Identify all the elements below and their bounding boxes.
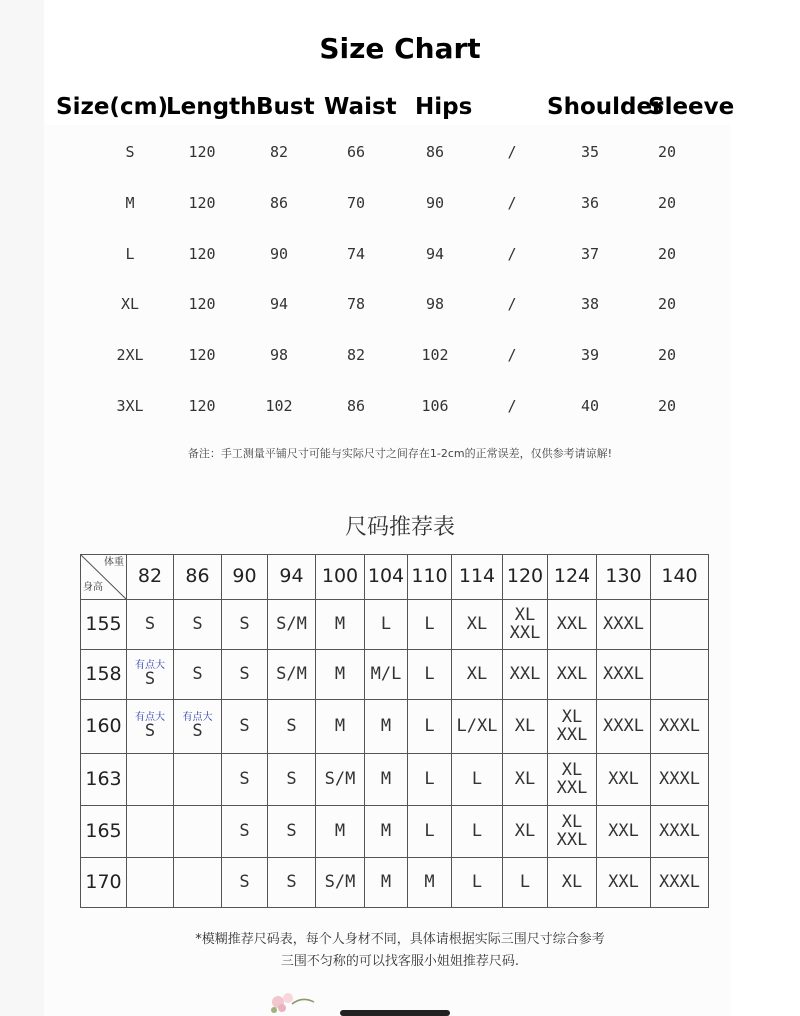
recommend-cell <box>597 858 651 908</box>
recommend-cell <box>503 600 548 650</box>
recommend-cell <box>452 700 503 754</box>
recommend-cell <box>222 650 268 700</box>
recommend-size-text: L <box>424 613 435 634</box>
size-cell: 94 <box>425 245 445 263</box>
height-cell: 163 <box>81 754 127 806</box>
size-cell: XL <box>120 295 140 313</box>
recommend-cell <box>452 806 503 858</box>
recommend-size-text: S <box>239 820 250 841</box>
size-cell: 20 <box>657 194 677 212</box>
weight-header-cell: 140 <box>651 555 709 600</box>
recommend-cell <box>365 806 408 858</box>
recommend-cell <box>316 754 365 806</box>
recommend-cell <box>127 754 174 806</box>
recommend-cell <box>452 754 503 806</box>
size-cell: 102 <box>421 346 449 364</box>
recommend-cell <box>127 650 174 700</box>
size-cell: 38 <box>580 295 600 313</box>
recommend-cell <box>174 806 222 858</box>
recommend-cell <box>597 600 651 650</box>
header-shoulder: Shoulder <box>547 94 664 120</box>
size-cell: 2XL <box>116 346 144 364</box>
recommend-size-text: S <box>144 668 156 689</box>
recommend-size-text: M <box>424 871 435 892</box>
recommend-size-text: L <box>424 820 435 841</box>
recommend-row <box>81 806 709 858</box>
recommend-cell <box>268 600 316 650</box>
size-cell: M <box>125 194 135 212</box>
recommend-size-text: S <box>286 820 297 841</box>
recommend-size-text: M <box>380 820 392 841</box>
recommend-cell <box>503 806 548 858</box>
recommend-size-text: M <box>334 663 346 684</box>
recommend-size-text: M <box>334 613 346 634</box>
recommend-cell <box>268 700 316 754</box>
recommend-table-title: 尺码推荐表 <box>344 515 455 540</box>
measurement-note: 备注：手工测量平铺尺寸可能与实际尺寸之间存在1-2cm的正常误差，仅供参考请谅解! <box>187 447 613 460</box>
size-cell: 86 <box>425 143 445 161</box>
height-label: 身高 <box>83 581 103 593</box>
recommend-cell <box>316 858 365 908</box>
recommend-cell <box>503 700 548 754</box>
recommend-size-text: XL <box>561 706 583 727</box>
recommend-size-text: XXL <box>509 622 541 643</box>
weight-label: 体重 <box>104 557 124 568</box>
recommend-cell <box>597 650 651 700</box>
recommend-cell <box>222 700 268 754</box>
recommend-size-text: S/M <box>324 871 356 892</box>
weight-header-cell: 82 <box>127 555 174 600</box>
recommend-size-text: XXL <box>556 829 588 850</box>
recommend-row <box>81 650 709 700</box>
recommend-cell <box>222 600 268 650</box>
recommend-size-text: S <box>192 613 203 634</box>
size-cell: 20 <box>657 397 677 415</box>
size-cell: 20 <box>657 295 677 313</box>
recommend-size-text: S <box>144 720 156 741</box>
recommend-size-text: S <box>239 715 250 736</box>
header-size: Size(cm) <box>56 94 169 120</box>
size-cell: 120 <box>188 245 216 263</box>
header-waist: Waist <box>324 94 397 120</box>
size-cell: 86 <box>346 397 366 415</box>
size-cell: L <box>125 245 135 263</box>
slightly-large-note: 有点大 <box>182 711 213 723</box>
recommend-size-text: XXXL <box>659 871 700 892</box>
recommend-cell <box>651 754 709 806</box>
recommend-size-text: XXL <box>556 777 588 798</box>
recommend-row <box>81 754 709 806</box>
recommend-cell <box>316 600 365 650</box>
size-cell: / <box>507 194 517 212</box>
header-bust: Bust <box>256 94 315 120</box>
recommend-cell <box>548 600 597 650</box>
size-cell: 120 <box>188 194 216 212</box>
recommend-cell <box>548 754 597 806</box>
weight-header-cell: 100 <box>316 555 365 600</box>
recommend-size-text: S/M <box>324 768 356 789</box>
recommend-size-text: S <box>239 768 250 789</box>
weight-header-cell: 120 <box>503 555 548 600</box>
header-sleeve: Sleeve <box>648 94 735 120</box>
recommend-size-text: XXXL <box>603 715 644 736</box>
recommend-cell <box>222 858 268 908</box>
size-cell: 20 <box>657 143 677 161</box>
recommend-size-text: S <box>192 663 203 684</box>
size-cell: 120 <box>188 346 216 364</box>
recommend-size-text: XXL <box>556 613 588 634</box>
weight-header-cell: 86 <box>174 555 222 600</box>
recommend-size-text: S <box>239 613 250 634</box>
recommend-cell <box>651 858 709 908</box>
size-cell: 39 <box>580 346 600 364</box>
size-cell: 37 <box>580 245 600 263</box>
recommend-size-text: XXXL <box>603 613 644 634</box>
recommend-cell <box>268 650 316 700</box>
recommend-size-text: L <box>424 715 435 736</box>
size-cell: 98 <box>269 346 289 364</box>
size-cell: 120 <box>188 397 216 415</box>
recommend-cell <box>174 858 222 908</box>
height-cell: 170 <box>81 858 127 908</box>
recommend-cell <box>127 806 174 858</box>
size-row <box>0 397 800 421</box>
recommend-size-text: XL <box>466 613 488 634</box>
recommend-cell <box>548 858 597 908</box>
size-row <box>0 295 800 319</box>
recommend-cell <box>222 754 268 806</box>
recommend-cell <box>268 806 316 858</box>
recommend-size-text: S/M <box>276 613 307 634</box>
size-row <box>0 245 800 269</box>
recommend-cell <box>452 650 503 700</box>
weight-header-cell: 94 <box>268 555 316 600</box>
size-cell: 20 <box>657 245 677 263</box>
recommend-cell <box>452 600 503 650</box>
recommend-size-text: S <box>286 871 297 892</box>
recommend-cell <box>127 858 174 908</box>
recommend-note-line-1: *模糊推荐尺码表，每个人身材不同，具体请根据实际三围尺寸综合参考 <box>195 932 605 947</box>
recommend-size-text: S <box>286 768 297 789</box>
recommend-size-text: L <box>519 871 531 892</box>
recommend-cell <box>365 754 408 806</box>
recommend-cell <box>548 700 597 754</box>
recommend-cell <box>174 650 222 700</box>
recommend-size-text: M <box>380 768 392 789</box>
weight-header-cell: 130 <box>597 555 651 600</box>
recommend-cell <box>365 650 408 700</box>
size-cell: 66 <box>346 143 366 161</box>
size-cell: 94 <box>269 295 289 313</box>
recommend-cell <box>408 806 452 858</box>
flower-decoration-icon <box>262 988 322 1016</box>
size-cell: 20 <box>657 346 677 364</box>
weight-header-cell: 110 <box>408 555 452 600</box>
recommend-size-text: L <box>471 871 483 892</box>
recommend-size-text: XXXL <box>659 715 700 736</box>
size-cell: 70 <box>346 194 366 212</box>
size-cell: 98 <box>425 295 445 313</box>
recommend-size-text: XXXL <box>659 768 700 789</box>
recommend-cell <box>408 754 452 806</box>
recommend-cell <box>127 600 174 650</box>
size-cell: / <box>507 346 517 364</box>
slightly-large-note: 有点大 <box>135 659 165 671</box>
size-cell: 82 <box>346 346 366 364</box>
recommend-cell <box>503 650 548 700</box>
recommend-size-text: L <box>424 768 435 789</box>
recommend-size-text: XL <box>514 604 536 625</box>
recommend-cell <box>651 700 709 754</box>
size-cell: 106 <box>421 397 449 415</box>
size-cell: 90 <box>269 245 289 263</box>
recommend-cell <box>548 806 597 858</box>
recommend-cell <box>651 650 709 700</box>
recommend-size-text: M/L <box>370 663 402 684</box>
recommend-cell <box>597 700 651 754</box>
recommend-size-text: XXL <box>608 768 639 789</box>
recommend-row <box>81 600 709 650</box>
size-cell: 90 <box>425 194 445 212</box>
recommend-cell <box>503 754 548 806</box>
size-cell: S <box>125 143 135 161</box>
recommend-cell <box>316 700 365 754</box>
weight-header-cell: 104 <box>365 555 408 600</box>
recommend-size-text: XL <box>514 820 536 841</box>
recommend-size-text: M <box>334 715 346 736</box>
recommend-size-text: L <box>471 820 483 841</box>
recommend-size-text: L <box>471 768 483 789</box>
recommend-cell <box>365 700 408 754</box>
recommend-size-text: XXL <box>509 663 541 684</box>
height-cell: 165 <box>81 806 127 858</box>
recommend-cell <box>597 806 651 858</box>
recommend-cell <box>365 858 408 908</box>
recommend-cell <box>365 600 408 650</box>
size-cell: 120 <box>188 143 216 161</box>
recommend-size-text: XL <box>514 715 536 736</box>
recommend-size-text: XL <box>561 811 583 832</box>
size-cell: 82 <box>269 143 289 161</box>
weight-header-cell: 90 <box>222 555 268 600</box>
size-cell: 78 <box>346 295 366 313</box>
size-cell: 35 <box>580 143 600 161</box>
size-cell: 74 <box>346 245 366 263</box>
recommend-cell <box>503 858 548 908</box>
recommend-size-text: M <box>380 715 392 736</box>
weight-header-row <box>81 555 709 600</box>
recommend-size-text: XXXL <box>659 820 700 841</box>
header-hips: Hips <box>415 94 473 120</box>
size-cell: 3XL <box>116 397 144 415</box>
size-cell: 36 <box>580 194 600 212</box>
size-cell: 86 <box>269 194 289 212</box>
recommend-size-text: S <box>239 663 250 684</box>
page-title: Size Chart <box>319 32 481 65</box>
size-recommendation-table <box>80 554 709 908</box>
size-row <box>0 143 800 167</box>
size-row <box>0 194 800 218</box>
recommend-cell <box>316 806 365 858</box>
recommend-size-text: L/XL <box>456 715 498 736</box>
recommend-cell <box>268 858 316 908</box>
recommend-size-text: L <box>380 613 392 634</box>
recommend-size-text: XXL <box>556 663 588 684</box>
header-length: Length <box>166 94 257 120</box>
recommend-size-text: M <box>334 820 346 841</box>
recommend-note-line-2: 三围不匀称的可以找客服小姐姐推荐尺码. <box>280 954 520 969</box>
recommend-cell <box>127 700 174 754</box>
recommend-row <box>81 700 709 754</box>
size-cell: / <box>507 143 517 161</box>
weight-header-cell: 114 <box>452 555 503 600</box>
recommend-size-text: XXL <box>608 820 639 841</box>
size-cell: 40 <box>580 397 600 415</box>
recommend-size-text: L <box>424 663 435 684</box>
recommend-cell <box>174 700 222 754</box>
size-cell: / <box>507 245 517 263</box>
recommend-size-text: XXL <box>608 871 639 892</box>
recommend-size-text: S <box>192 720 203 741</box>
recommend-cell <box>174 754 222 806</box>
recommend-cell <box>548 650 597 700</box>
slightly-large-note: 有点大 <box>135 711 165 723</box>
weight-header-cell: 124 <box>548 555 597 600</box>
size-cell: 102 <box>265 397 293 415</box>
recommend-cell <box>597 754 651 806</box>
height-cell: 160 <box>81 700 127 754</box>
height-cell: 155 <box>81 600 127 650</box>
recommend-size-text: XXXL <box>603 663 644 684</box>
next-section-bar <box>340 1010 450 1016</box>
recommend-size-text: XL <box>561 759 583 780</box>
recommend-cell <box>452 858 503 908</box>
height-cell: 158 <box>81 650 127 700</box>
recommend-size-text: XXL <box>556 724 588 745</box>
recommend-cell <box>222 806 268 858</box>
recommend-size-text: S/M <box>276 663 307 684</box>
recommend-cell <box>408 700 452 754</box>
recommend-cell <box>268 754 316 806</box>
recommend-size-text: XL <box>514 768 536 789</box>
recommend-size-text: S <box>239 871 250 892</box>
recommend-row <box>81 858 709 908</box>
size-row <box>0 346 800 370</box>
recommend-size-text: S <box>144 613 156 634</box>
recommend-cell <box>174 600 222 650</box>
recommend-size-text: XL <box>561 871 583 892</box>
corner-cell <box>81 555 127 600</box>
recommend-cell <box>408 600 452 650</box>
recommend-size-text: M <box>380 871 392 892</box>
recommend-size-text: S <box>286 715 297 736</box>
recommend-cell <box>408 650 452 700</box>
size-cell: / <box>507 397 517 415</box>
recommend-size-text: XL <box>466 663 488 684</box>
recommend-cell <box>316 650 365 700</box>
recommend-cell <box>408 858 452 908</box>
size-cell: / <box>507 295 517 313</box>
recommend-cell <box>651 600 709 650</box>
recommend-cell <box>651 806 709 858</box>
size-cell: 120 <box>188 295 216 313</box>
